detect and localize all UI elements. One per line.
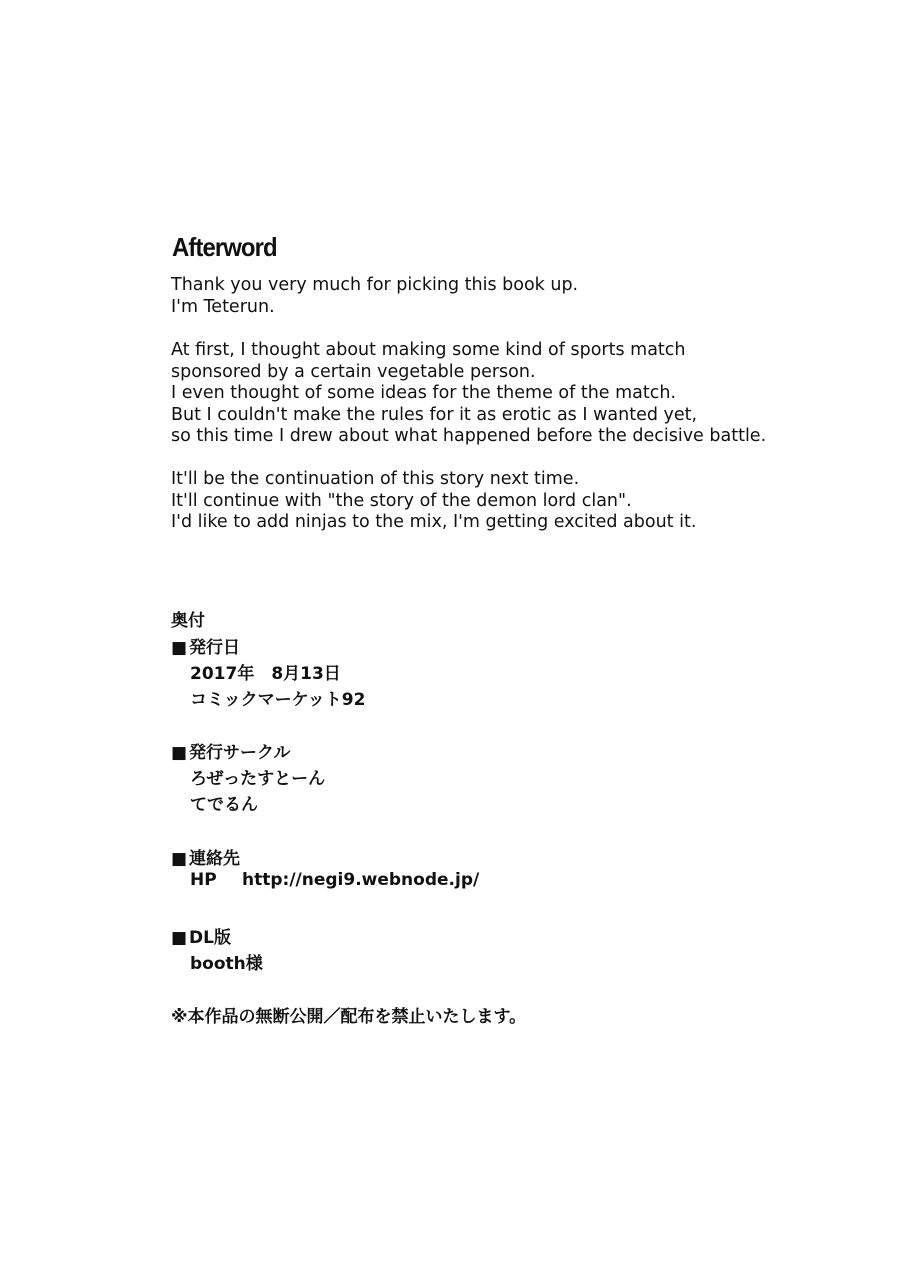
homepage-label: HP	[190, 870, 217, 890]
paragraph-line: sponsored by a certain vegetable person.	[171, 361, 536, 382]
square-bullet-icon: ■	[171, 743, 188, 763]
paragraph-line: Thank you very much for picking this book up.	[171, 275, 579, 295]
release-event: コミックマーケット92	[190, 690, 366, 710]
paragraph-line: But I couldn't make the rules for it as erotic as I wanted yet,	[171, 404, 698, 425]
square-bullet-icon: ■	[171, 638, 188, 658]
paragraph-line: I'd like to add ninjas to the mix, I'm getting excited about it.	[171, 512, 697, 532]
afterword-paragraph-3	[171, 469, 696, 534]
copyright-notice: ※本作品の無断公開／配布を禁止いたします。	[171, 1007, 527, 1027]
paragraph-line: It'll be the continuation of this story next time.	[171, 469, 580, 489]
contact-label	[171, 844, 240, 869]
colophon-heading: 奥付	[171, 611, 205, 631]
square-bullet-icon: ■	[171, 928, 188, 948]
circle-name: ろぜったすとーん	[190, 769, 326, 789]
contact-label-text: 連絡先	[189, 849, 240, 869]
release-date-label	[171, 633, 240, 658]
afterword-paragraph-1	[171, 275, 578, 318]
release-date: 2017年 8月13日	[190, 664, 341, 684]
paragraph-line: At first, I thought about making some kind of sports match	[171, 340, 686, 360]
afterword-paragraph-2	[171, 340, 766, 448]
contact-homepage	[190, 870, 479, 890]
dl-label-text: DL版	[189, 928, 231, 948]
paragraph-line: so this time I drew about what happened before the decisive battle.	[171, 426, 767, 446]
circle-label	[171, 738, 291, 763]
dl-store: booth様	[190, 954, 263, 974]
homepage-url[interactable]: http://negi9.webnode.jp/	[242, 870, 480, 890]
square-bullet-icon: ■	[171, 849, 188, 869]
afterword-title: Afterword	[172, 232, 277, 262]
paragraph-line: It'll continue with "the story of the demon lord clan".	[171, 490, 632, 511]
paragraph-line: I even thought of some ideas for the theme of the match.	[171, 383, 677, 403]
circle-author: てでるん	[190, 795, 258, 815]
release-label-text: 発行日	[189, 638, 240, 658]
paragraph-line: I'm Teterun.	[171, 296, 275, 317]
circle-label-text: 発行サークル	[189, 743, 291, 763]
dl-label	[171, 923, 231, 948]
